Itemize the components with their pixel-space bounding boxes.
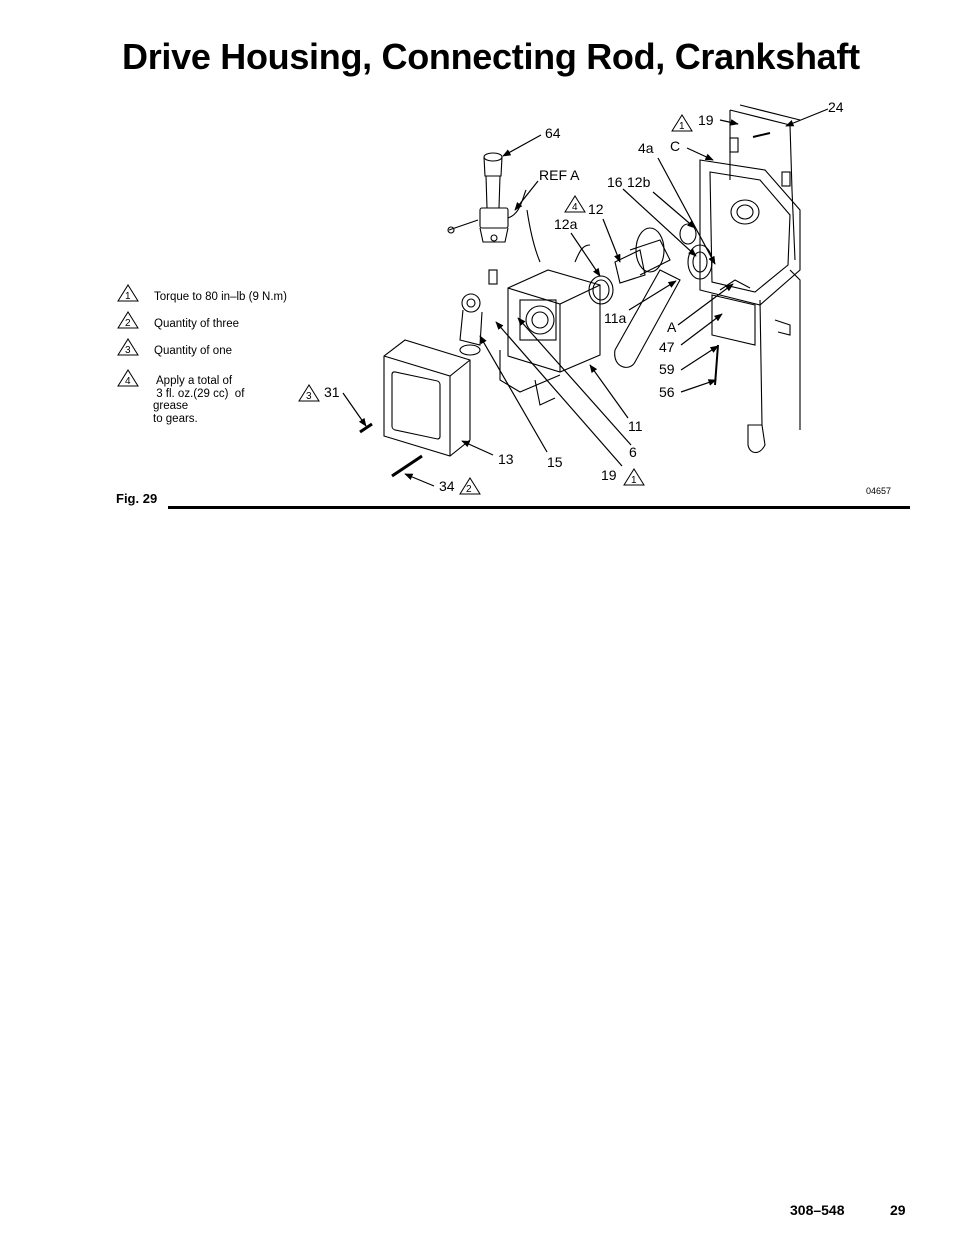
motor-frame-part xyxy=(700,105,800,453)
callout-64: 64 xyxy=(545,125,561,141)
callout-34: 34 xyxy=(439,478,455,494)
leader-lines xyxy=(343,109,828,486)
callout-11a: 11a xyxy=(604,310,627,326)
note-text: grease xyxy=(153,400,189,412)
drive-housing-part xyxy=(500,270,600,405)
callout-59: 59 xyxy=(659,361,675,377)
note-text: to gears. xyxy=(153,413,198,425)
note-number: 2 xyxy=(125,318,131,329)
note-2 xyxy=(118,312,239,330)
callout-24: 24 xyxy=(828,99,844,115)
callout-flag-number: 3 xyxy=(306,391,312,402)
callout-12: 12 xyxy=(588,201,604,217)
note-3 xyxy=(118,339,232,357)
callout-19-bottom: 19 xyxy=(601,467,617,483)
callout-c: C xyxy=(670,138,681,154)
page-title: Drive Housing, Connecting Rod, Crankshaft xyxy=(122,36,860,77)
note-number: 3 xyxy=(125,345,131,356)
note-text: Torque to 80 in–lb (9 N.m) xyxy=(154,291,287,303)
callout-15: 15 xyxy=(547,454,563,470)
note-4 xyxy=(118,370,245,425)
cover-plate-part xyxy=(384,340,470,456)
bolt-part xyxy=(392,456,422,476)
parts-artwork xyxy=(360,105,800,476)
callout-flag-number: 2 xyxy=(466,484,472,495)
note-1 xyxy=(118,285,287,303)
callout-13: 13 xyxy=(498,451,514,467)
crankshaft-gear-part xyxy=(615,228,712,283)
document-number: 308–548 xyxy=(790,1202,845,1218)
callout-47: 47 xyxy=(659,339,675,355)
callout-56: 56 xyxy=(659,384,675,400)
note-number: 4 xyxy=(125,376,131,387)
fitting-part xyxy=(480,153,526,242)
figure-label: Fig. 29 xyxy=(116,491,158,506)
callout-flag-number: 1 xyxy=(631,475,637,486)
callout-12b: 12b xyxy=(627,174,651,190)
connecting-rod-part xyxy=(460,294,482,355)
callout-16: 16 xyxy=(607,174,623,190)
page-number: 29 xyxy=(890,1202,906,1218)
callout-11: 11 xyxy=(628,418,643,434)
note-text: Quantity of three xyxy=(154,318,240,330)
figure-rule xyxy=(168,506,910,509)
callout-4a: 4a xyxy=(638,140,654,156)
callout-31: 31 xyxy=(324,384,340,400)
note-text: Quantity of one xyxy=(154,345,232,357)
callout-12a: 12a xyxy=(554,216,578,232)
callout-6: 6 xyxy=(629,444,637,460)
callout-19-top: 19 xyxy=(698,112,714,128)
callout-flag-number: 4 xyxy=(572,202,578,213)
notes-legend xyxy=(118,285,287,425)
callout-a: A xyxy=(667,319,677,335)
note-number: 1 xyxy=(125,291,131,302)
callout-ref-a: REF A xyxy=(539,167,580,183)
drawing-number: 04657 xyxy=(866,486,892,496)
note-text: 3 fl. oz.(29 cc) of xyxy=(153,388,245,400)
callout-flag-number: 1 xyxy=(679,121,685,132)
note-text: Apply a total of xyxy=(156,375,233,387)
